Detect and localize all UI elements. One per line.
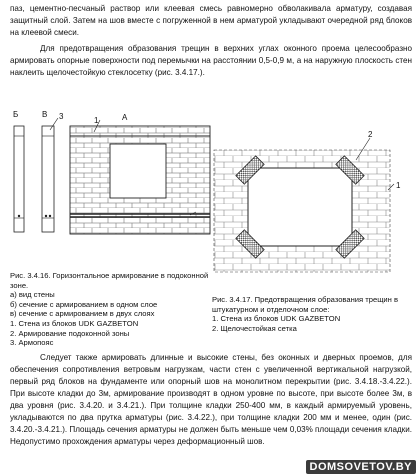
figure-label-a: А: [122, 113, 128, 122]
figure-right-label-2: 2: [368, 130, 373, 139]
figure-label-b: Б: [13, 110, 19, 119]
caption-item: 2. Армирование подоконной зоны: [10, 328, 130, 338]
caption-title: Рис. 3.4.17. Предотвращения образования трещин в штукатурном и отделочном слое:: [212, 295, 399, 314]
reinforcement-paragraph: Следует также армировать длинные и высокие стены, без оконных и дверных проемов, для обеспечения сопротивления ветровым нагрузкам, части стен с увеличенной вертикальной нагрузкой, первый ряд блоков на фундаменте или опорный шов на монолитном перекрытии (рис. 3.4.18.-3.4.22.). При высоте кладки до 3м, армирование производят в одном уровне по высоте, при высоте более 3м, в два уровня (рис. 3.4.20. и 3.4.21.). При толщине кладки 250-400 мм, в каждый армируемый уровень, укладываются по два прутка арматуры (рис. 3.4.22.), при толщине кладки 200 мм и менее, один (рис. 3.4.20.-3.4.21.). Площадь сечения арматуры не должен быть меньше чем 0,03% площади сечения кладки. Недопустимо прохождения арматуры через деформационный шов.: [10, 353, 412, 446]
figure-caption-left: [10, 271, 210, 348]
watermark-logo: DOMSOVETOV.BY: [306, 460, 416, 474]
figure-caption-right: [212, 295, 412, 333]
figure-label-1: 1: [94, 116, 99, 125]
figure-right-label-1: 1: [396, 181, 401, 190]
horizontal-reinforcement-figure: [8, 118, 213, 248]
caption-item: 1. Стена из блоков UDK GAZBETON: [10, 318, 139, 328]
caption-item: б) сечение с армированием в одном слое: [10, 299, 158, 309]
caption-item: 1. Стена из блоков UDK GAZBETON: [212, 314, 341, 324]
crack-prevention-figure: [210, 120, 416, 278]
caption-item: 2. Щелочестойкая сетка: [212, 323, 297, 333]
figure-label-v: В: [42, 110, 48, 119]
caption-item: 3. Армопояс: [10, 338, 54, 348]
caption-item: а) вид стены: [10, 290, 55, 300]
caption-item: в) сечение с армированием в двух слоях: [10, 309, 155, 319]
intro-paragraph: паз, цементно-песчаный раствор или клеевая смесь равномерно обволакивала арматуру, создавая защитный слой. Затем на шов вместе с погруженной в нем арматурой укладывают очередной ряд блоков на клеевой смеси.: [10, 4, 412, 37]
figure-label-3: 3: [59, 112, 64, 121]
caption-title: Рис. 3.4.16. Горизонтальное армирование в подоконной зоне.: [10, 271, 209, 290]
crack-prevention-paragraph: Для предотвращения образования трещин в верхних углах оконного проема целесообразно армировать опорные поверхности под перемычки на расстоянии 0,5-0,9 м, а на наружную плоскость стен наклеить щелочестойкую стеклосетку (рис. 3.4.17.).: [10, 44, 412, 77]
